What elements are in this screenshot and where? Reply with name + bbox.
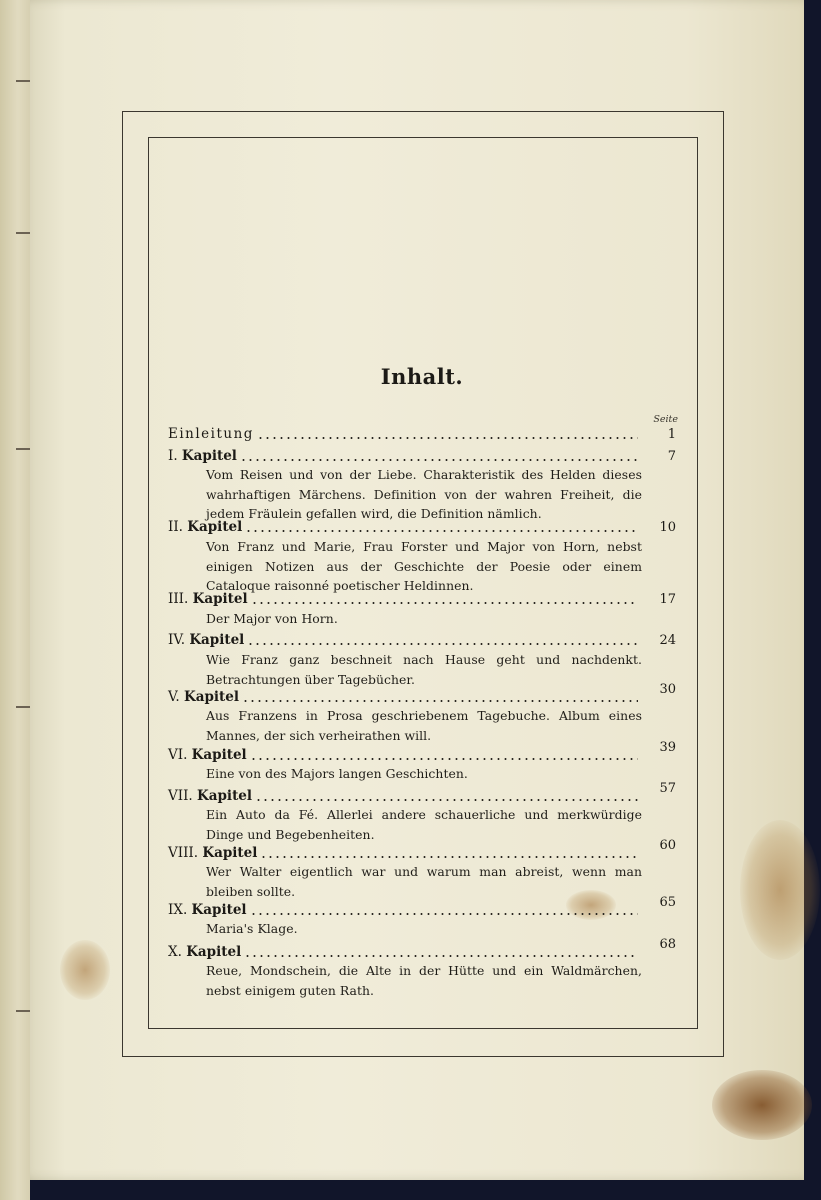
leader-dots	[251, 602, 638, 604]
paper-stain	[60, 940, 110, 1000]
toc-entry-chapter-3	[168, 589, 676, 607]
chapter-description: Von Franz und Marie, Frau Forster und Major von Horn, nebst einigen Notizen aus der Geschichte der Poesie oder einem Cataloque raisonné poetischer Heldinnen.	[206, 539, 642, 593]
entry-heading: Einleitung	[168, 426, 254, 442]
leader-dots	[255, 799, 638, 801]
chapter-description: Reue, Mondschein, die Alte in der Hütte und ein Waldmärchen, nebst einigem guten Rath.	[206, 963, 642, 998]
chapter-numeral: VIII.	[168, 845, 199, 861]
leader-dots	[250, 758, 638, 760]
toc-entry-chapter-7	[168, 781, 676, 804]
toc-entry-chapter-5	[168, 682, 676, 705]
toc-entry-chapter-4	[168, 630, 676, 648]
chapter-word: Kapitel	[191, 747, 247, 763]
chapter-numeral: III.	[168, 591, 189, 607]
toc-entry-chapter-10	[168, 937, 676, 960]
chapter-word: Kapitel	[187, 519, 243, 535]
toc-entry-chapter-8	[168, 838, 676, 861]
chapter-word: Kapitel	[186, 944, 242, 960]
page-number: 65	[659, 895, 676, 910]
page-number: 68	[659, 937, 676, 952]
chapter-numeral: V.	[168, 689, 180, 705]
binding-stitch	[16, 706, 30, 708]
page-number: 39	[659, 740, 676, 755]
binding-stitch	[16, 80, 30, 82]
chapter-numeral: I.	[168, 448, 178, 464]
chapter-description: Maria's Klage.	[206, 921, 298, 936]
paper-stain	[740, 820, 820, 960]
leader-dots	[244, 955, 638, 957]
toc-entry-chapter-9	[168, 895, 676, 918]
chapter-word: Kapitel	[181, 448, 237, 464]
page-number: 57	[659, 781, 676, 796]
chapter-description: Wer Walter eigentlich war und warum man abreist, wenn man bleiben sollte.	[206, 864, 642, 899]
binding-stitch	[16, 448, 30, 450]
leader-dots	[247, 643, 638, 645]
chapter-word: Kapitel	[189, 632, 245, 648]
chapter-word: Kapitel	[183, 689, 239, 705]
leader-dots	[242, 700, 638, 702]
chapter-word: Kapitel	[191, 902, 247, 918]
page-number: 24	[659, 633, 676, 648]
chapter-description: Aus Franzens in Prosa geschriebenem Tagebuche. Album eines Mannes, der sich verheirathen will.	[206, 708, 642, 743]
chapter-description: Ein Auto da Fé. Allerlei andere schauerliche und merkwürdige Dinge und Begebenheiten.	[206, 807, 642, 842]
toc-title: Inhalt.	[380, 364, 464, 389]
chapter-description: Der Major von Horn.	[206, 611, 338, 626]
chapter-numeral: VII.	[168, 788, 193, 804]
leader-dots	[245, 530, 638, 532]
chapter-numeral: IV.	[168, 632, 186, 648]
chapter-numeral: VI.	[168, 747, 188, 763]
page-number: 10	[659, 520, 676, 535]
chapter-numeral: IX.	[168, 902, 188, 918]
toc-entry-introduction	[168, 424, 676, 442]
paper-stain	[712, 1070, 812, 1140]
chapter-word: Kapitel	[192, 591, 248, 607]
page-column-label: Seite	[653, 414, 678, 425]
page-number: 17	[659, 592, 676, 607]
binding-stitch	[16, 1010, 30, 1012]
chapter-description: Wie Franz ganz beschneit nach Hause geht und nachdenkt. Betrachtungen über Tagebücher.	[206, 652, 642, 687]
chapter-numeral: II.	[168, 519, 183, 535]
chapter-numeral: X.	[168, 944, 182, 960]
toc-entry-chapter-6	[168, 740, 676, 763]
chapter-word: Kapitel	[197, 788, 253, 804]
toc-entry-chapter-2	[168, 517, 676, 535]
page-number: 30	[659, 682, 676, 697]
page-number: 1	[667, 427, 676, 442]
chapter-word: Kapitel	[202, 845, 258, 861]
leader-dots	[257, 437, 638, 439]
toc-entry-chapter-1	[168, 446, 676, 464]
page-number: 7	[667, 449, 676, 464]
leader-dots	[260, 856, 638, 858]
page-number: 60	[659, 838, 676, 853]
book-binding-edge	[0, 0, 30, 1200]
leader-dots	[240, 459, 638, 461]
leader-dots	[250, 913, 638, 915]
chapter-description: Eine von des Majors langen Geschichten.	[206, 766, 468, 781]
chapter-description: Vom Reisen und von der Liebe. Charakteristik des Helden dieses wahrhaftigen Märchens. Definition von der wahren Freiheit, die jedem Fräulein gefallen wird, die Definition nämlich.	[206, 467, 642, 521]
binding-stitch	[16, 232, 30, 234]
